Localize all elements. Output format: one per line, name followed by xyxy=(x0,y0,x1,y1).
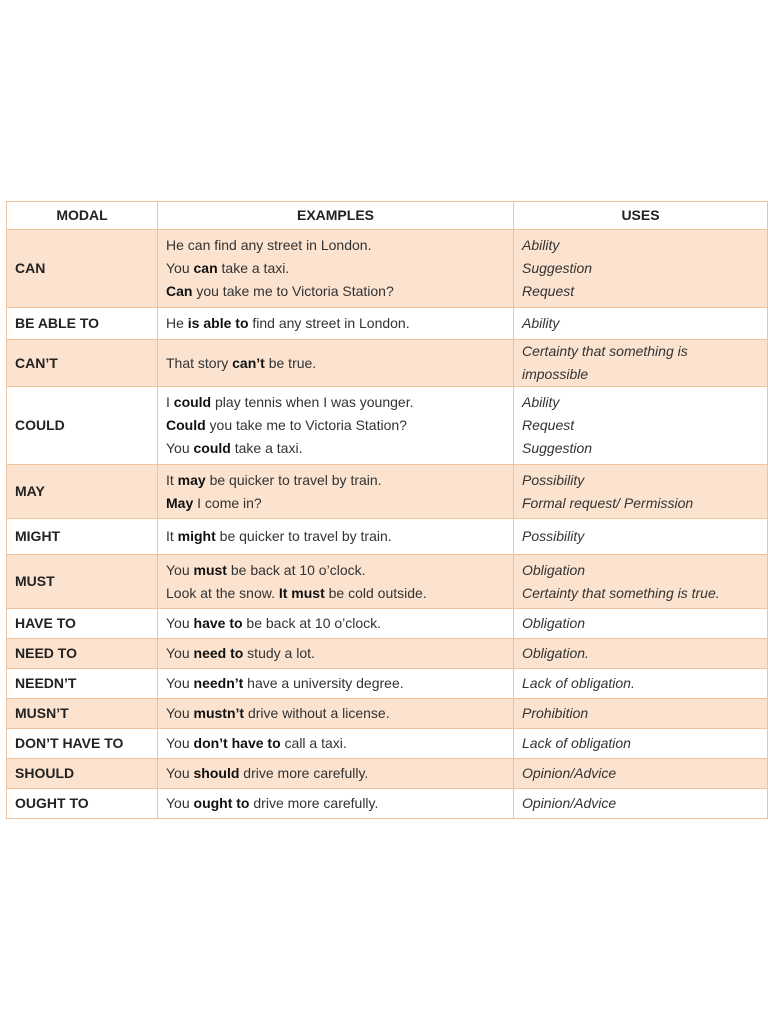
example-sentence xyxy=(166,762,505,785)
example-text: You xyxy=(166,260,194,276)
use-label: Request xyxy=(522,283,575,299)
table-row xyxy=(7,340,768,387)
use-label: Lack of obligation. xyxy=(522,675,635,691)
example-text: you take me to Victoria Station? xyxy=(192,283,394,299)
example-text: That story xyxy=(166,354,233,371)
example-text: You xyxy=(166,440,194,456)
header-examples: EXAMPLES xyxy=(158,202,514,230)
examples-cell xyxy=(158,699,514,729)
example-sentence xyxy=(166,312,505,335)
example-modal-highlight: mustn’t xyxy=(193,705,245,721)
example-text: You xyxy=(166,765,194,781)
table-row xyxy=(7,729,768,759)
example-sentence xyxy=(166,391,505,414)
example-modal-highlight: should xyxy=(193,765,240,781)
header-uses: USES xyxy=(514,202,768,230)
example-modal-highlight: May xyxy=(166,494,194,511)
modal-cell: MUST xyxy=(7,555,158,609)
modal-cell: CAN xyxy=(7,230,158,308)
example-text: You xyxy=(166,561,194,578)
use-label: Possibility xyxy=(522,528,585,544)
example-sentence xyxy=(166,792,505,815)
example-text: have a university degree. xyxy=(243,675,404,691)
modal-cell: DON’T HAVE TO xyxy=(7,729,158,759)
example-modal-highlight: have to xyxy=(193,615,243,631)
table-row xyxy=(7,759,768,789)
example-text: take a taxi. xyxy=(217,260,290,276)
examples-cell xyxy=(158,519,514,555)
modal-cell: HAVE TO xyxy=(7,609,158,639)
example-sentence xyxy=(166,612,505,635)
use-label: Obligation xyxy=(522,561,586,578)
examples-cell xyxy=(158,230,514,308)
examples-cell xyxy=(158,639,514,669)
header-modal: MODAL xyxy=(7,202,158,230)
use-label: Obligation. xyxy=(522,645,589,661)
table-row xyxy=(7,519,768,555)
uses-cell xyxy=(514,230,768,308)
example-sentence xyxy=(166,280,505,303)
example-text: Look at the snow. xyxy=(166,584,279,601)
examples-cell xyxy=(158,669,514,699)
example-sentence xyxy=(166,352,505,375)
table-row xyxy=(7,387,768,465)
example-modal-highlight: ought to xyxy=(193,795,250,811)
example-text: be true. xyxy=(264,354,317,371)
example-modal-highlight: Can xyxy=(166,283,193,299)
use-label: Suggestion xyxy=(522,440,593,456)
example-modal-highlight: It must xyxy=(278,584,325,601)
example-text: You xyxy=(166,645,194,661)
uses-cell xyxy=(514,555,768,609)
example-text: be back at 10 o’clock. xyxy=(226,561,366,578)
example-text: You xyxy=(166,735,194,751)
table-row xyxy=(7,465,768,519)
modal-verbs-table xyxy=(6,201,768,819)
example-sentence xyxy=(166,559,505,582)
examples-cell xyxy=(158,789,514,819)
example-text: He can find any street in London. xyxy=(166,237,372,253)
example-sentence xyxy=(166,257,505,280)
example-modal-highlight: to xyxy=(235,315,249,331)
modal-verbs-table-container xyxy=(6,201,767,819)
example-text: call a taxi. xyxy=(280,735,347,751)
use-label: Request xyxy=(522,417,575,433)
example-modal-highlight: need to xyxy=(193,645,244,661)
example-modal-highlight: might xyxy=(177,528,216,544)
use-label: Suggestion xyxy=(522,260,593,276)
examples-cell xyxy=(158,609,514,639)
use-label: Obligation xyxy=(522,615,586,631)
table-row xyxy=(7,308,768,340)
example-text: drive without a license. xyxy=(244,705,390,721)
uses-cell xyxy=(514,789,768,819)
examples-cell xyxy=(158,759,514,789)
example-sentence xyxy=(166,469,505,492)
uses-cell xyxy=(514,340,768,387)
table-row xyxy=(7,789,768,819)
modal-cell: NEEDN’T xyxy=(7,669,158,699)
use-label: Lack of obligation xyxy=(522,735,631,751)
example-text: be cold outside. xyxy=(324,584,427,601)
example-modal-highlight: can xyxy=(193,260,218,276)
use-label: Prohibition xyxy=(522,705,589,721)
example-text: It xyxy=(166,528,178,544)
table-row xyxy=(7,699,768,729)
example-text: drive more carefully. xyxy=(239,765,369,781)
modal-cell: BE ABLE TO xyxy=(7,308,158,340)
use-label: Ability xyxy=(522,315,560,331)
example-sentence xyxy=(166,642,505,665)
modal-cell: MAY xyxy=(7,465,158,519)
modal-cell: SHOULD xyxy=(7,759,158,789)
modal-cell: NEED TO xyxy=(7,639,158,669)
uses-cell xyxy=(514,759,768,789)
example-sentence xyxy=(166,492,505,515)
uses-cell xyxy=(514,729,768,759)
table-header-row xyxy=(7,202,768,230)
uses-cell xyxy=(514,639,768,669)
example-text: I come in? xyxy=(193,494,262,511)
example-text: You xyxy=(166,705,194,721)
example-modal-highlight: must xyxy=(193,561,227,578)
example-sentence xyxy=(166,672,505,695)
example-sentence xyxy=(166,702,505,725)
examples-cell xyxy=(158,387,514,465)
example-text: You xyxy=(166,795,194,811)
example-sentence xyxy=(166,525,505,548)
use-label: Certainty that something is true. xyxy=(522,584,720,601)
example-text: play tennis when I was younger. xyxy=(211,394,414,410)
uses-cell xyxy=(514,519,768,555)
use-label: Formal request/ Permission xyxy=(522,494,694,511)
use-label: impossible xyxy=(522,366,589,382)
example-text: You xyxy=(166,615,194,631)
example-text: find any street in London. xyxy=(248,315,410,331)
example-text: be quicker to travel by train. xyxy=(205,471,382,488)
examples-cell xyxy=(158,729,514,759)
uses-cell xyxy=(514,308,768,340)
modal-cell: MUSN’T xyxy=(7,699,158,729)
examples-cell xyxy=(158,555,514,609)
use-label: Certainty that something is xyxy=(522,343,688,359)
example-text: be quicker to travel by train. xyxy=(215,528,392,544)
example-sentence xyxy=(166,582,505,605)
modal-cell: MIGHT xyxy=(7,519,158,555)
example-sentence xyxy=(166,732,505,755)
table-row xyxy=(7,669,768,699)
example-text: take a taxi. xyxy=(230,440,303,456)
examples-cell xyxy=(158,340,514,387)
example-modal-highlight: Could xyxy=(166,417,206,433)
use-label: Ability xyxy=(522,394,560,410)
uses-cell xyxy=(514,465,768,519)
example-text: drive more carefully. xyxy=(249,795,379,811)
example-modal-highlight: may xyxy=(177,471,206,488)
example-text: be back at 10 o’clock. xyxy=(242,615,382,631)
uses-cell xyxy=(514,699,768,729)
example-sentence xyxy=(166,414,505,437)
modal-cell: CAN’T xyxy=(7,340,158,387)
use-label: Possibility xyxy=(522,471,585,488)
example-modal-highlight: could xyxy=(193,440,231,456)
modal-cell: COULD xyxy=(7,387,158,465)
example-sentence xyxy=(166,234,505,257)
use-label: Opinion/Advice xyxy=(522,795,617,811)
table-row xyxy=(7,230,768,308)
use-label: Ability xyxy=(522,237,560,253)
table-row xyxy=(7,639,768,669)
example-modal-highlight: needn’t xyxy=(193,675,244,691)
example-sentence xyxy=(166,437,505,460)
table-row xyxy=(7,609,768,639)
example-text: I xyxy=(166,394,174,410)
example-text: It xyxy=(166,471,178,488)
example-text: You xyxy=(166,675,194,691)
example-text: He xyxy=(166,315,188,331)
example-modal-highlight: could xyxy=(173,394,212,410)
uses-cell xyxy=(514,669,768,699)
table-body xyxy=(7,230,768,819)
uses-cell xyxy=(514,609,768,639)
table-row xyxy=(7,555,768,609)
example-modal-highlight: can’t xyxy=(232,354,265,371)
uses-cell xyxy=(514,387,768,465)
examples-cell xyxy=(158,308,514,340)
example-text: study a lot. xyxy=(243,645,315,661)
use-label: Opinion/Advice xyxy=(522,765,617,781)
examples-cell xyxy=(158,465,514,519)
example-modal-highlight: is able xyxy=(187,315,232,331)
example-modal-highlight: don’t have to xyxy=(193,735,281,751)
example-text: you take me to Victoria Station? xyxy=(205,417,407,433)
modal-cell: OUGHT TO xyxy=(7,789,158,819)
